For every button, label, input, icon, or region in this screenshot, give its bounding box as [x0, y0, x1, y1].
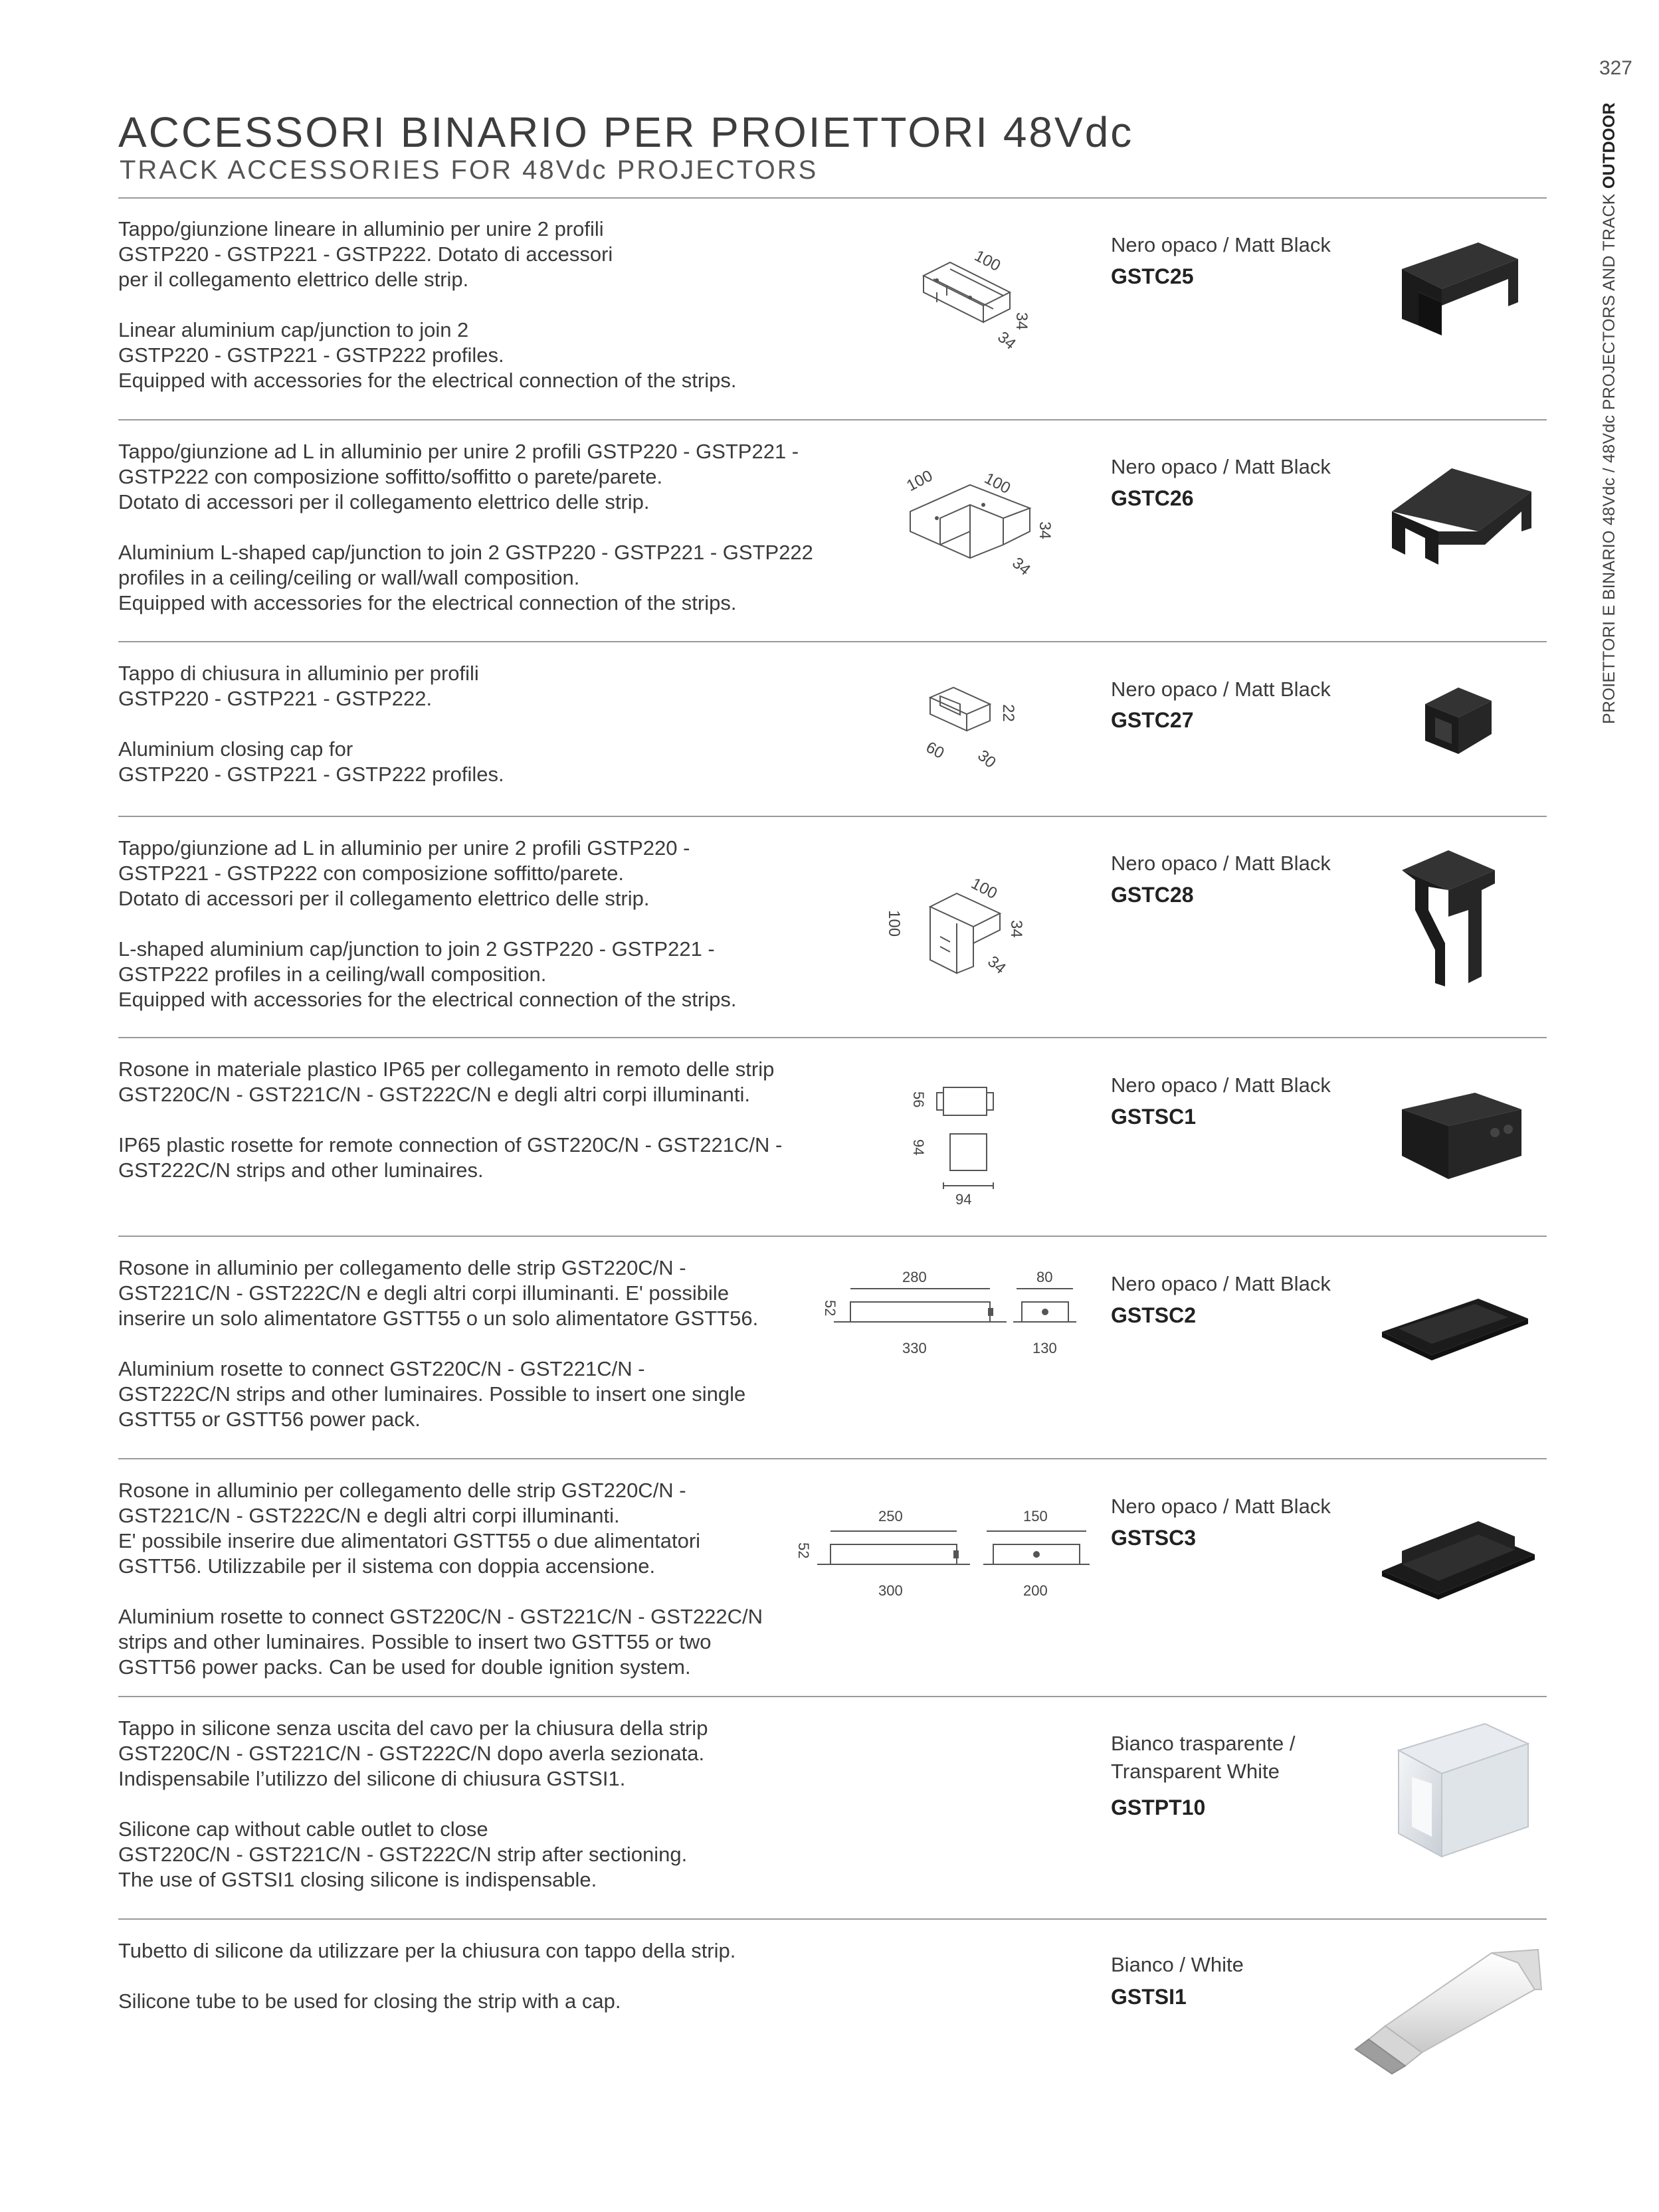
svg-text:34: 34: [1009, 553, 1034, 579]
product-photo: [1395, 844, 1508, 990]
product-description: Tappo di chiusura in alluminio per profili GSTP220 - GSTP221 - GSTP222. Aluminium closing cap for GSTP220 - GSTP221 - GSTP222 profiles.: [118, 662, 504, 786]
section-divider: [118, 1458, 1547, 1459]
svg-text:34: 34: [1013, 312, 1030, 330]
technical-drawing: [897, 465, 1070, 591]
svg-text:330: 330: [902, 1340, 927, 1356]
product-code: GSTC25: [1111, 264, 1194, 288]
section-divider: [118, 1696, 1547, 1697]
product-photo: [1379, 1518, 1538, 1604]
product-color: Nero opaco / Matt Black: [1111, 233, 1331, 256]
svg-text:280: 280: [902, 1269, 927, 1285]
svg-text:100: 100: [968, 874, 1001, 903]
product-photo: [1385, 458, 1538, 578]
svg-text:150: 150: [1023, 1508, 1048, 1524]
product-description: Tappo in silicone senza uscita del cavo per la chiusura della strip GST220C/N - GST221C/N - GST222C/N dopo averla sezionata. Indispensabile l’utilizzo del silicone di chiusura GSTSI1. Silicone cap without cable outlet to close GST220C/N - GST221C/N - GST222C/N strip after sectioning. The use of GSTSI1 closing silicone is indispensable.: [118, 1716, 708, 1891]
product-code: GSTC27: [1111, 708, 1194, 732]
product-color: Bianco trasparente / Transparent White: [1111, 1732, 1296, 1783]
product-color: Nero opaco / Matt Black: [1111, 455, 1331, 478]
product-description: Tappo/giunzione lineare in alluminio per unire 2 profili GSTP220 - GSTP221 - GSTP222. Dotato di accessori per il collegamento elettrico delle strip. Linear aluminium cap/junction to join 2 GSTP220 - GSTP221 - GSTP222 profiles. Equipped with accessories for the electrical connection of the strips.: [118, 217, 737, 392]
page-number: 327: [1599, 57, 1632, 79]
svg-text:300: 300: [878, 1582, 903, 1599]
product-code: GSTC26: [1111, 486, 1194, 510]
side-caption-text: PROIETTORI E BINARIO 48Vdc / 48Vdc PROJECTORS AND TRACK: [1600, 193, 1618, 724]
product-code: GSTC28: [1111, 883, 1194, 907]
svg-text:34: 34: [1007, 920, 1025, 938]
svg-text:34: 34: [984, 952, 1009, 978]
svg-text:22: 22: [999, 704, 1017, 722]
svg-text:200: 200: [1023, 1582, 1048, 1599]
product-color: Nero opaco / Matt Black: [1111, 1073, 1331, 1097]
header-divider: [118, 197, 1547, 199]
svg-text:52: 52: [822, 1300, 838, 1317]
section-divider: [118, 1918, 1547, 1920]
product-color: Nero opaco / Matt Black: [1111, 1495, 1331, 1518]
product-photo: [1418, 684, 1498, 757]
product-code: GSTSI1: [1111, 1985, 1187, 2009]
technical-drawing: [910, 678, 1036, 777]
product-photo: [1385, 1717, 1538, 1863]
product-photo: [1379, 1292, 1531, 1365]
technical-drawing: [884, 870, 1050, 990]
svg-text:250: 250: [878, 1508, 903, 1524]
product-description: Rosone in alluminio per collegamento delle strip GST220C/N - GST221C/N - GST222C/N e degli altri corpi illuminanti. E' possibile inserire un solo alimentatore GSTT55 o un solo alimentatore GSTT56. Aluminium rosette to connect GST220C/N - GST221C/N - GST222C/N strips and other luminaires. Possible to insert one single GSTT55 or GSTT56 power pack.: [118, 1256, 759, 1431]
svg-text:34: 34: [994, 327, 1019, 353]
product-description: Rosone in alluminio per collegamento delle strip GST220C/N - GST221C/N - GST222C/N e degli altri corpi illuminanti. E' possibile inserire due alimentatori GSTT55 o due alimentatori GSTT56. Utilizzabile per il sistema con doppia accensione. Aluminium rosette to connect GST220C/N - GST221C/N - GST222C/N strips and other luminaires. Possible to insert two GSTT55 or two GSTT56 power packs. Can be used for double ignition system.: [118, 1479, 763, 1679]
svg-text:30: 30: [974, 746, 999, 772]
page-title: ACCESSORI BINARIO PER PROIETTORI 48Vdc: [118, 108, 1134, 156]
svg-text:100: 100: [971, 246, 1004, 276]
technical-drawing: [811, 1265, 1076, 1365]
product-color: Nero opaco / Matt Black: [1111, 852, 1331, 875]
svg-text:80: 80: [1036, 1269, 1053, 1285]
svg-text:100: 100: [981, 469, 1014, 498]
product-description: Tubetto di silicone da utilizzare per la chiusura con tappo della strip. Silicone tube to be used for closing the strip with a cap.: [118, 1939, 736, 2013]
product-photo: [1392, 229, 1525, 342]
product-code: GSTSC2: [1111, 1303, 1197, 1327]
product-description: Tappo/giunzione ad L in alluminio per unire 2 profili GSTP220 - GSTP221 - GSTP222 con composizione soffitto/soffitto o parete/parete. Dotato di accessori per il collegamento elettrico delle strip. Aluminium L-shaped cap/junction to join 2 GSTP220 - GSTP221 - GSTP222 profiles in a ceiling/ceiling or wall/wall composition. Equipped with accessories for the electrical connection of the strips.: [118, 440, 813, 614]
product-photo: [1349, 1926, 1548, 2079]
technical-drawing: [900, 1073, 1020, 1206]
product-code: GSTSC3: [1111, 1526, 1197, 1550]
product-code: GSTPT10: [1111, 1796, 1206, 1819]
product-color: Nero opaco / Matt Black: [1111, 1272, 1331, 1295]
product-code: GSTSC1: [1111, 1105, 1197, 1129]
technical-drawing: [784, 1501, 1090, 1614]
section-divider: [118, 1037, 1547, 1038]
svg-text:52: 52: [795, 1542, 812, 1559]
svg-text:60: 60: [923, 738, 947, 763]
section-divider: [118, 816, 1547, 817]
section-divider: [118, 641, 1547, 642]
side-caption-bold: OUTDOOR: [1600, 102, 1618, 189]
svg-text:100: 100: [904, 466, 936, 496]
svg-text:130: 130: [1032, 1340, 1057, 1356]
product-color: Nero opaco / Matt Black: [1111, 678, 1331, 701]
svg-text:56: 56: [910, 1091, 927, 1108]
product-color: Bianco / White: [1111, 1953, 1244, 1976]
section-divider: [118, 419, 1547, 420]
technical-drawing: [910, 239, 1043, 365]
svg-text:34: 34: [1036, 521, 1054, 539]
page-subtitle: TRACK ACCESSORIES FOR 48Vdc PROJECTORS: [120, 155, 819, 185]
product-photo: [1395, 1083, 1528, 1189]
section-divider: [118, 1236, 1547, 1237]
svg-text:94: 94: [955, 1191, 972, 1206]
svg-text:94: 94: [910, 1139, 927, 1156]
svg-text:100: 100: [885, 910, 903, 937]
product-description: Tappo/giunzione ad L in alluminio per unire 2 profili GSTP220 - GSTP221 - GSTP222 con composizione soffitto/parete. Dotato di accessori per il collegamento elettrico delle strip. L-shaped aluminium cap/junction to join 2 GSTP220 - GSTP221 - GSTP222 profiles in a ceiling/wall composition. Equipped with accessories for the electrical connection of the strips.: [118, 836, 737, 1011]
product-description: Rosone in materiale plastico IP65 per collegamento in remoto delle strip GST220C/N - GST221C/N - GST222C/N e degli altri corpi illuminanti. IP65 plastic rosette for remote connection of GST220C/N - GST221C/N - GST222C/N strips and other luminaires.: [118, 1058, 783, 1182]
